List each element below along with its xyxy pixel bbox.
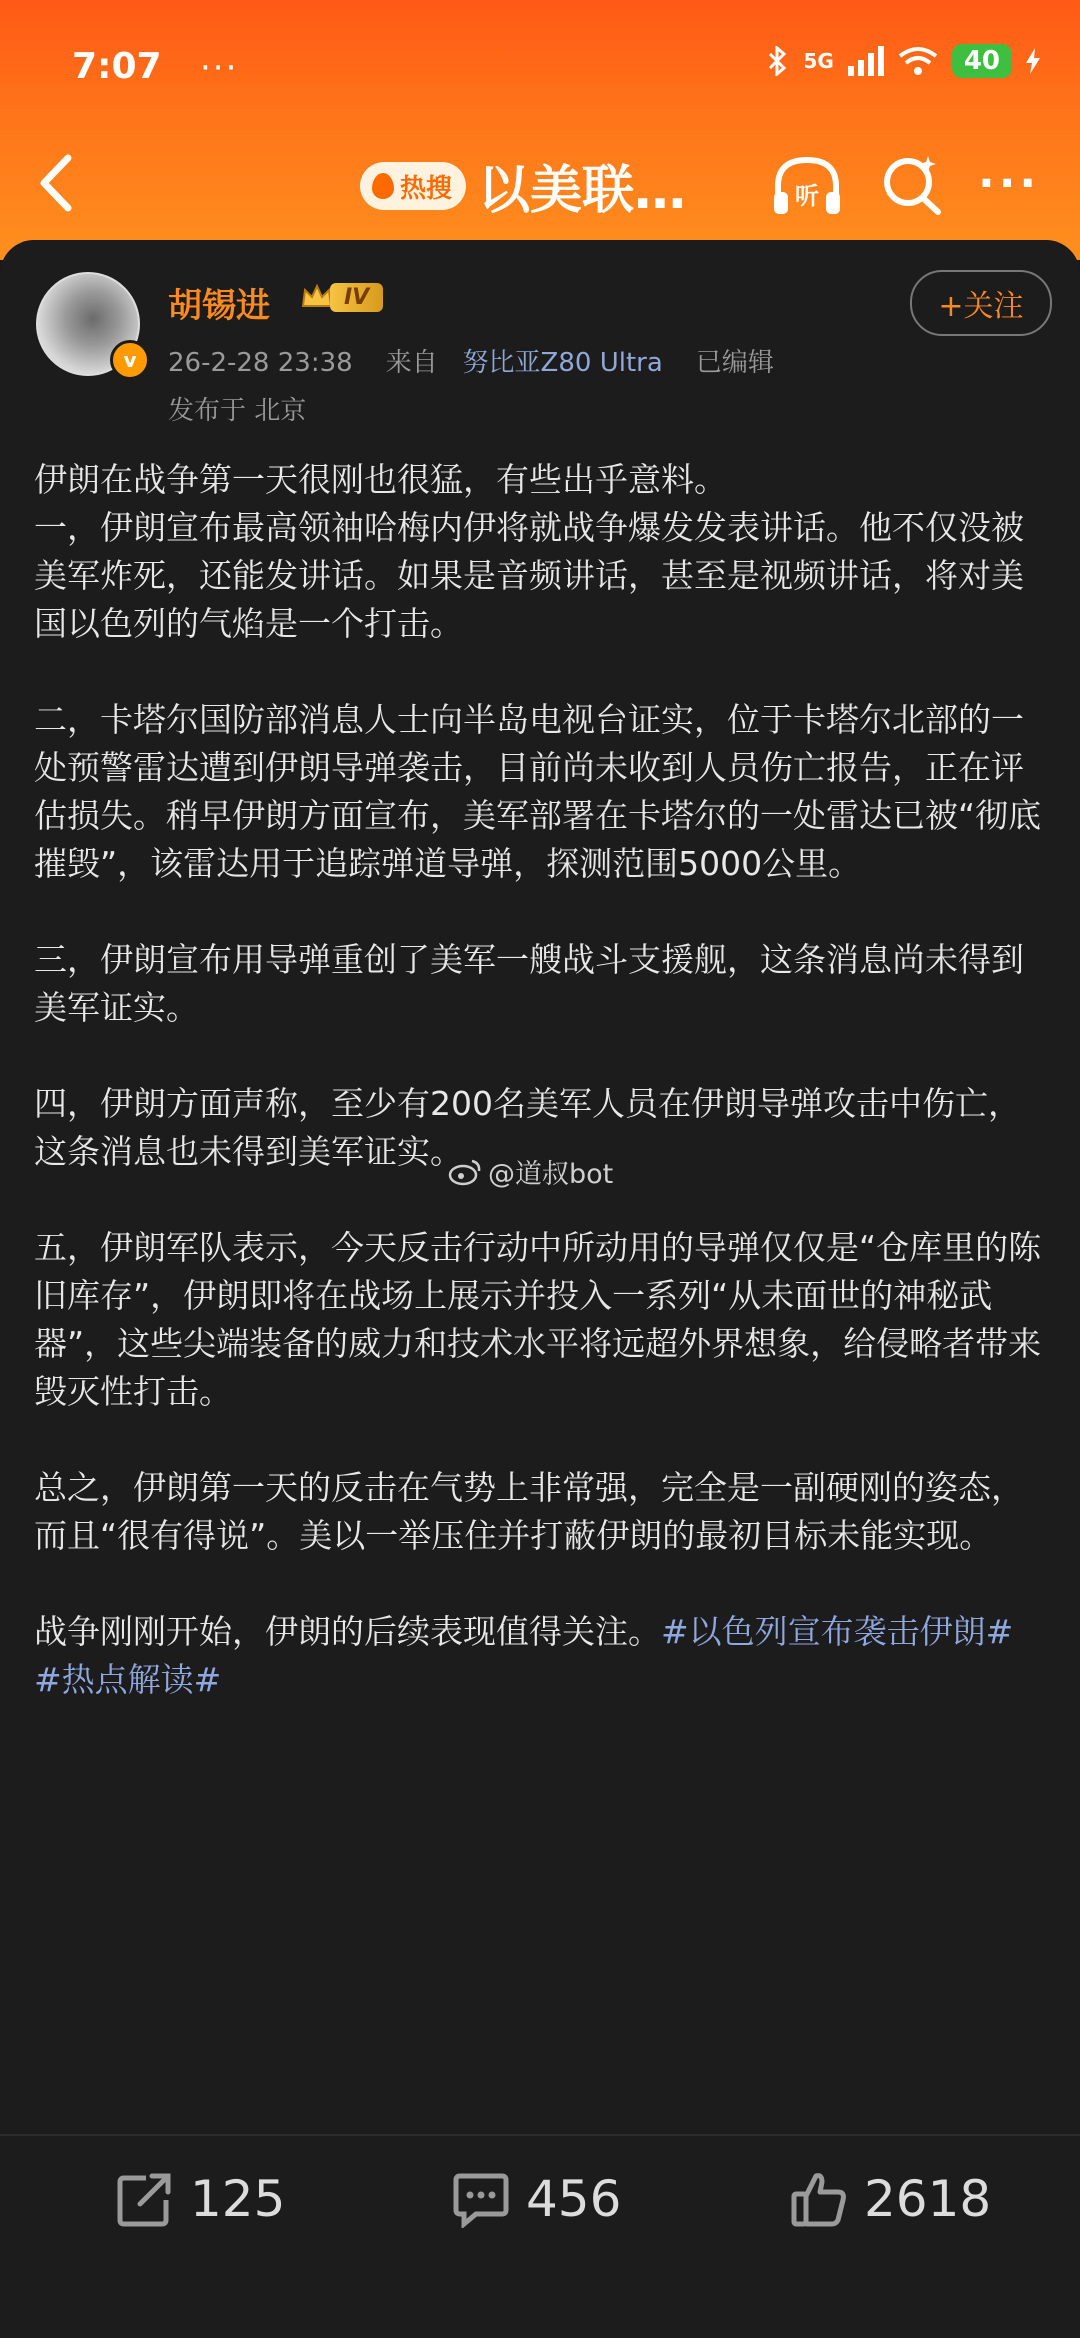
author-name[interactable]: 胡锡进 bbox=[168, 286, 270, 326]
hot-search-badge[interactable] bbox=[360, 162, 466, 210]
follow-button[interactable]: +关注 bbox=[910, 270, 1052, 336]
status-more-icon: ··· bbox=[200, 48, 239, 88]
crown-icon bbox=[300, 280, 334, 314]
post-closing bbox=[34, 1608, 1046, 1704]
post-paragraph: 伊朗在战争第一天很刚也很猛，有些出乎意料。 bbox=[34, 460, 727, 499]
closing-text: 战争刚刚开始，伊朗的后续表现值得关注。 bbox=[34, 1612, 661, 1651]
network-label: 5G bbox=[803, 49, 834, 73]
repost-icon bbox=[116, 2170, 174, 2228]
comment-icon bbox=[452, 2170, 510, 2228]
status-right-group bbox=[767, 44, 1040, 78]
post-date: 26-2-28 23:38 bbox=[168, 348, 353, 378]
hashtag-link[interactable]: #热点解读# bbox=[34, 1660, 222, 1699]
level-label: IV bbox=[330, 283, 383, 312]
device-link[interactable]: 努比亚Z80 Ultra bbox=[462, 348, 663, 378]
bottom-nav-hint bbox=[0, 2306, 1080, 2338]
watermark-text: @道叔bot bbox=[488, 1159, 614, 1190]
post-paragraph: 四，伊朗方面声称，至少有200名美军人员在伊朗导弹攻击中伤亡，这条消息也未得到美军证实。 bbox=[34, 1084, 1021, 1171]
post-paragraph: 总之，伊朗第一天的反击在气势上非常强，完全是一副硬刚的姿态，而且“很有得说”。美以一举压住并打蔽伊朗的最初目标未能实现。 bbox=[34, 1468, 1024, 1555]
comment-count: 456 bbox=[526, 2170, 622, 2228]
edited-label[interactable]: 已编辑 bbox=[695, 348, 774, 378]
wifi-icon bbox=[898, 46, 938, 76]
hashtag-link[interactable]: #以色列宣布袭击伊朗# bbox=[661, 1612, 1014, 1651]
watermark bbox=[448, 1152, 613, 1191]
back-arrow-icon[interactable] bbox=[30, 148, 90, 218]
bluetooth-icon bbox=[767, 46, 789, 76]
nav-bar bbox=[0, 130, 1080, 240]
post-body bbox=[34, 456, 1046, 1752]
status-time: 7:07 bbox=[72, 46, 162, 87]
post-meta bbox=[168, 342, 774, 379]
flame-icon bbox=[372, 173, 394, 199]
charging-icon bbox=[1026, 48, 1040, 74]
like-count: 2618 bbox=[864, 2170, 992, 2228]
action-bar bbox=[0, 2170, 1080, 2270]
repost-count: 125 bbox=[190, 2170, 286, 2228]
weibo-logo-icon bbox=[448, 1158, 482, 1186]
signal-icon bbox=[848, 46, 884, 76]
post-paragraph: 五，伊朗军队表示，今天反击行动中所动用的导弹仅仅是“仓库里的陈旧库存”，伊朗即将在战场上展示并投入一系列“从未面世的神秘武器”，这些尖端装备的威力和技术水平将远超外界想象，给侵略者带来毁灭性打击。 bbox=[34, 1228, 1042, 1411]
post-paragraph: 三，伊朗宣布用导弹重创了美军一艘战斗支援舰，这条消息尚未得到美军证实。 bbox=[34, 940, 1024, 1027]
battery-level: 40 bbox=[952, 44, 1012, 78]
page-title[interactable]: 以美联… bbox=[478, 161, 687, 221]
status-bar bbox=[0, 38, 1080, 98]
repost-button[interactable] bbox=[116, 2170, 285, 2228]
verified-badge-icon: v bbox=[110, 340, 150, 380]
search-icon[interactable] bbox=[880, 152, 946, 218]
thumbs-up-icon bbox=[790, 2170, 848, 2228]
comment-button[interactable] bbox=[452, 2170, 621, 2228]
more-options-icon[interactable]: ··· bbox=[978, 158, 1041, 209]
divider bbox=[0, 2134, 1080, 2136]
post-paragraph: 一，伊朗宣布最高领袖哈梅内伊将就战争爆发发表讲话。他不仅没被美军炸死，还能发讲话。如果是音频讲话，甚至是视频讲话，将对美国以色列的气焰是一个打击。 bbox=[34, 508, 1024, 643]
post-paragraph: 二，卡塔尔国防部消息人士向半岛电视台证实，位于卡塔尔北部的一处预警雷达遭到伊朗导弹袭击，目前尚未收到人员伤亡报告，正在评估损失。稍早伊朗方面宣布，美军部署在卡塔尔的一处雷达已被“彻底摧毁”，该雷达用于追踪弹道导弹，探测范围5000公里。 bbox=[34, 700, 1042, 883]
headphones-listen-icon[interactable] bbox=[770, 152, 844, 222]
like-button[interactable] bbox=[790, 2170, 991, 2228]
from-label: 来自 bbox=[385, 348, 438, 378]
svg-text:听: 听 bbox=[795, 182, 819, 210]
user-level-badge[interactable] bbox=[300, 280, 383, 314]
post-location: 发布于 北京 bbox=[168, 396, 307, 426]
hot-search-label: 热搜 bbox=[400, 173, 453, 204]
